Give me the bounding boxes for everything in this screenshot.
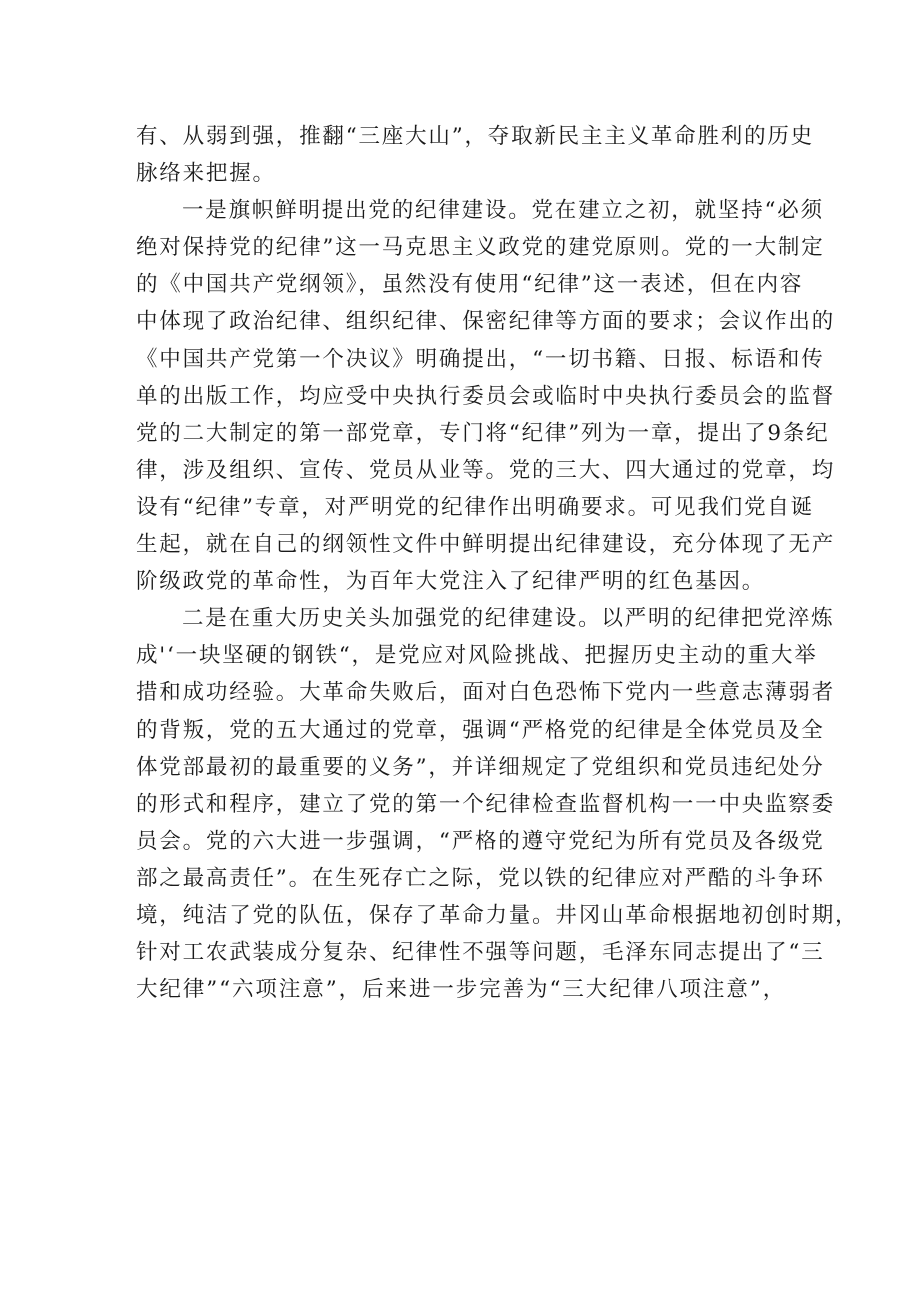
text-line: 成'‘一块坚硬的钢铁“，是党应对风险挑战、把握历史主动的重大举 bbox=[136, 643, 818, 669]
text-line: 中体现了政治纪律、组织纪律、保密纪律等方面的要求；会议作出的 bbox=[136, 309, 836, 335]
text-line: 有、从弱到强，推翻“三座大山”，夺取新民主主义革命胜利的历史 bbox=[136, 124, 814, 149]
text-line: 绝对保持党的纪律”这一马克思主义政党的建党原则。党的一大制定 bbox=[136, 235, 825, 261]
text-line: 阶级政党的革命性，为百年大党注入了纪律严明的红色基因。 bbox=[136, 569, 766, 595]
text-line: 大纪律”“六项注意”，后来进一步完善为“三大纪律八项注意”， bbox=[136, 977, 786, 1003]
text-line: 境，纯洁了党的队伍，保存了革命力量。井冈山革命根据地初创时期， bbox=[136, 902, 859, 928]
text-line: 措和成功经验。大革命失败后，面对白色恐怖下党内一些意志薄弱者 bbox=[136, 680, 836, 706]
text-line: 党的二大制定的第一部党章，专门将“纪律”列为一章，提出了9条纪 bbox=[136, 420, 830, 446]
paragraph-first-line: 二是在重大历史关头加强党的纪律建设。以严明的纪律把党淬炼 bbox=[182, 606, 835, 632]
text-line: 《中国共产党第一个决议》明确提出，“一切书籍、日报、标语和传 bbox=[136, 346, 825, 372]
text-line: 律，涉及组织、宣传、党员从业等。党的三大、四大通过的党章，均 bbox=[136, 457, 836, 483]
text-line: 脉络来把握。 bbox=[136, 161, 276, 187]
paragraph-first-line: 一是旗帜鲜明提出党的纪律建设。党在建立之初，就坚持“必须 bbox=[182, 198, 824, 224]
text-line: 的形式和程序，建立了党的第一个纪律检查监督机构一一中央监察委 bbox=[136, 791, 836, 817]
text-line: 单的出版工作，均应受中央执行委员会或临时中央执行委员会的监督 bbox=[136, 383, 836, 409]
body-text bbox=[136, 118, 859, 1008]
text-line: 的《中国共产党纲领》，虽然没有使用“纪律”这一表述，但在内容 bbox=[136, 272, 804, 298]
text-line: 针对工农武装成分复杂、纪律性不强等问题，毛泽东同志提出了“三 bbox=[136, 940, 825, 966]
text-line: 体党部最初的最重要的义务”，并详细规定了党组织和党员违纪处分 bbox=[136, 754, 825, 780]
text-line: 的背叛，党的五大通过的党章，强调“严格党的纪律是全体党员及全 bbox=[136, 717, 825, 743]
text-line: 设有“纪律”专章，对严明党的纪律作出明确要求。可见我们党自诞 bbox=[136, 494, 814, 520]
text-line: 生起，就在自己的纲领性文件中鲜明提出纪律建设，充分体现了无产 bbox=[136, 532, 836, 558]
text-line: 员会。党的六大进一步强调，“严格的遵守党纪为所有党员及各级党 bbox=[136, 828, 825, 854]
text-line: 部之最高责任”。在生死存亡之际，党以铁的纪律应对严酷的斗争环 bbox=[136, 865, 825, 891]
